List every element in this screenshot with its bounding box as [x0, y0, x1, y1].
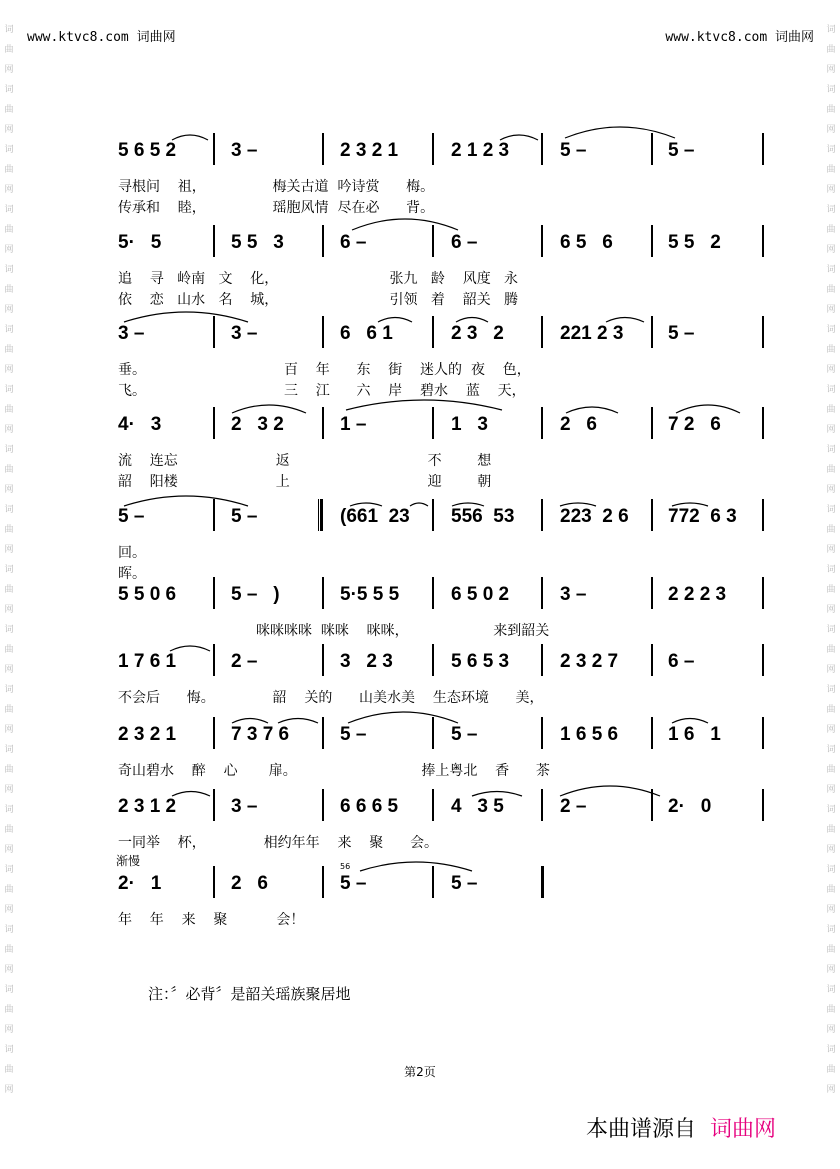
measure-notes: 5 – ) — [231, 584, 280, 605]
slur — [232, 719, 268, 724]
measure-notes: (661 23 — [340, 506, 410, 527]
measure-notes: 3 – — [231, 796, 258, 817]
slur — [500, 135, 538, 140]
slur — [232, 405, 306, 413]
measure-notes: 223 2 6 — [560, 506, 629, 527]
measure-notes: 2 3 2 — [451, 323, 504, 344]
measure-notes: 3 – — [231, 140, 258, 161]
measure-notes: 5 – — [668, 140, 695, 161]
measure-notes: 5 5 3 — [231, 232, 284, 253]
slur — [360, 862, 472, 871]
slur — [346, 400, 502, 410]
lyric-line: 流 连忘 返 不 想 — [118, 453, 492, 469]
measure-notes: 6 6 6 5 — [340, 796, 399, 817]
measure-notes: 7 3 7 6 — [231, 724, 290, 745]
slur — [565, 127, 675, 138]
lyric-line: 年 年 来 聚 会！ — [118, 912, 305, 928]
measure-notes: 5 – — [668, 323, 695, 344]
lyric-line: 晖。 — [118, 566, 146, 582]
measure-notes: 4 3 5 — [451, 796, 504, 817]
slur — [472, 792, 522, 797]
measure-notes: 4· 3 — [118, 414, 162, 435]
lyric-line: 垂。 百 年 东 街 迷人的 夜 色， — [118, 362, 531, 378]
slur — [378, 318, 412, 323]
measure-notes: 6 5 6 — [560, 232, 613, 253]
slur — [456, 318, 488, 323]
measure-notes: 3 2 3 — [340, 651, 393, 672]
measure-notes: 221 2 3 — [560, 323, 624, 344]
measure-notes: 2 3 2 1 — [118, 724, 177, 745]
lyric-line: 传承和 睦， 瑶胞风情 尽在必 背。 — [118, 200, 435, 216]
measure-notes: 5 – — [560, 140, 587, 161]
lyric-line: 不会后 悔。 韶 关的 山美水美 生态环境 美， — [118, 690, 544, 706]
page-number: 第2页 — [404, 1065, 436, 1079]
measure-notes: 5 – — [340, 724, 367, 745]
measure-notes: 2 3 2 1 — [340, 140, 399, 161]
slur — [350, 503, 382, 506]
slur — [410, 503, 428, 506]
measure-notes: 2 6 — [560, 414, 597, 435]
measure-notes: 772 6 3 — [668, 506, 737, 527]
measure-notes: 2 – — [560, 796, 587, 817]
slur — [170, 646, 210, 651]
measure-notes: 6 – — [451, 232, 478, 253]
slur — [560, 786, 660, 796]
measure-notes: 2 3 1 2 — [118, 796, 177, 817]
measure-notes: 1 7 6 1 — [118, 651, 177, 672]
measure-notes: 5 5 2 — [668, 232, 721, 253]
source-brand: 词曲网 — [710, 1117, 777, 1142]
header-site-left: www.ktvc8.com 词曲网 — [27, 30, 176, 45]
grace-note-mark: 56 — [340, 862, 351, 871]
measure-notes: 3 – — [560, 584, 587, 605]
lyric-line: 飞。 三 江 六 岸 碧水 蓝 天， — [118, 383, 526, 399]
measure-notes: 6 6 1 — [340, 323, 393, 344]
slur — [672, 503, 708, 506]
side-watermark-right: 词曲网词曲网词曲网词曲网词曲网词曲网词曲网词曲网词曲网词曲网词曲网词曲网词曲网词曲网词曲网词曲网词曲网词曲网 — [826, 25, 836, 1095]
slur — [452, 503, 484, 506]
lyric-line: 追 寻 岭南 文 化， 张九 龄 风度 永 — [118, 271, 519, 287]
slur — [172, 792, 210, 797]
measure-notes: 556 53 — [451, 506, 515, 527]
measure-notes: 5 5 0 6 — [118, 584, 177, 605]
measure-notes: 2· 0 — [668, 796, 712, 817]
measure-notes: 3 – — [118, 323, 145, 344]
measure-notes: 6 – — [668, 651, 695, 672]
measure-notes: 5·5 5 5 — [340, 584, 400, 605]
slur — [172, 135, 208, 140]
lyric-line: 一同举 杯， 相约年年 来 聚 会。 — [118, 835, 438, 851]
lyric-line: 咪咪咪咪 咪咪 咪咪， 来到韶关 — [118, 623, 550, 639]
slur — [348, 712, 458, 723]
slur — [560, 503, 596, 506]
measure-notes: 1 6 5 6 — [560, 724, 619, 745]
measure-notes: 5 – — [231, 506, 258, 527]
measure-notes: 5 6 5 3 — [451, 651, 510, 672]
measure-notes: 5 – — [118, 506, 145, 527]
footnote: 注：〞必背〞是韶关瑶族聚居地 — [148, 985, 351, 1003]
slur — [278, 719, 318, 724]
measure-notes: 6 5 0 2 — [451, 584, 510, 605]
measure-notes: 5 6 5 2 — [118, 140, 177, 161]
measure-notes: 5 – — [340, 873, 367, 894]
slur — [676, 405, 740, 413]
measure-notes: 2 3 2 — [231, 414, 284, 435]
measure-notes: 1 6 1 — [668, 724, 721, 745]
lyric-line: 依 恋 山水 名 城， 引领 着 韶关 腾 — [118, 292, 519, 308]
measure-notes: 2· 1 — [118, 873, 162, 894]
measure-notes: 5· 5 — [118, 232, 162, 253]
slur — [352, 219, 458, 230]
slur — [124, 496, 248, 506]
measure-notes: 2 2 2 3 — [668, 584, 727, 605]
measure-notes: 2 1 2 3 — [451, 140, 510, 161]
header-site-right: www.ktvc8.com 词曲网 — [665, 30, 814, 45]
measure-notes: 2 6 — [231, 873, 268, 894]
measure-notes: 2 3 2 7 — [560, 651, 619, 672]
source-credit — [586, 1112, 776, 1143]
measure-notes: 1 3 — [451, 414, 488, 435]
source-prefix: 本曲谱源自 — [586, 1117, 697, 1142]
measure-notes: 2 – — [231, 651, 258, 672]
slur — [672, 719, 708, 724]
slur — [566, 407, 618, 413]
slur — [606, 318, 644, 323]
measure-notes: 7 2 6 — [668, 414, 721, 435]
lyric-line: 奇山碧水 醉 心 扉。 捧上粤北 香 茶 — [118, 763, 550, 779]
tempo-mark: 渐慢 — [116, 854, 141, 868]
lyric-line: 寻根问 祖， 梅关古道 吟诗赏 梅。 — [118, 179, 435, 195]
measure-notes: 6 – — [340, 232, 367, 253]
lyric-line: 回。 — [118, 545, 146, 561]
slur — [124, 312, 248, 322]
measure-notes: 1 – — [340, 414, 367, 435]
side-watermark-left: 词曲网词曲网词曲网词曲网词曲网词曲网词曲网词曲网词曲网词曲网词曲网词曲网词曲网词曲网词曲网词曲网词曲网词曲网 — [4, 25, 14, 1095]
measure-notes: 5 – — [451, 873, 478, 894]
measure-notes: 3 – — [231, 323, 258, 344]
measure-notes: 5 – — [451, 724, 478, 745]
lyric-line: 韶 阳楼 上 迎 朝 — [118, 474, 492, 490]
